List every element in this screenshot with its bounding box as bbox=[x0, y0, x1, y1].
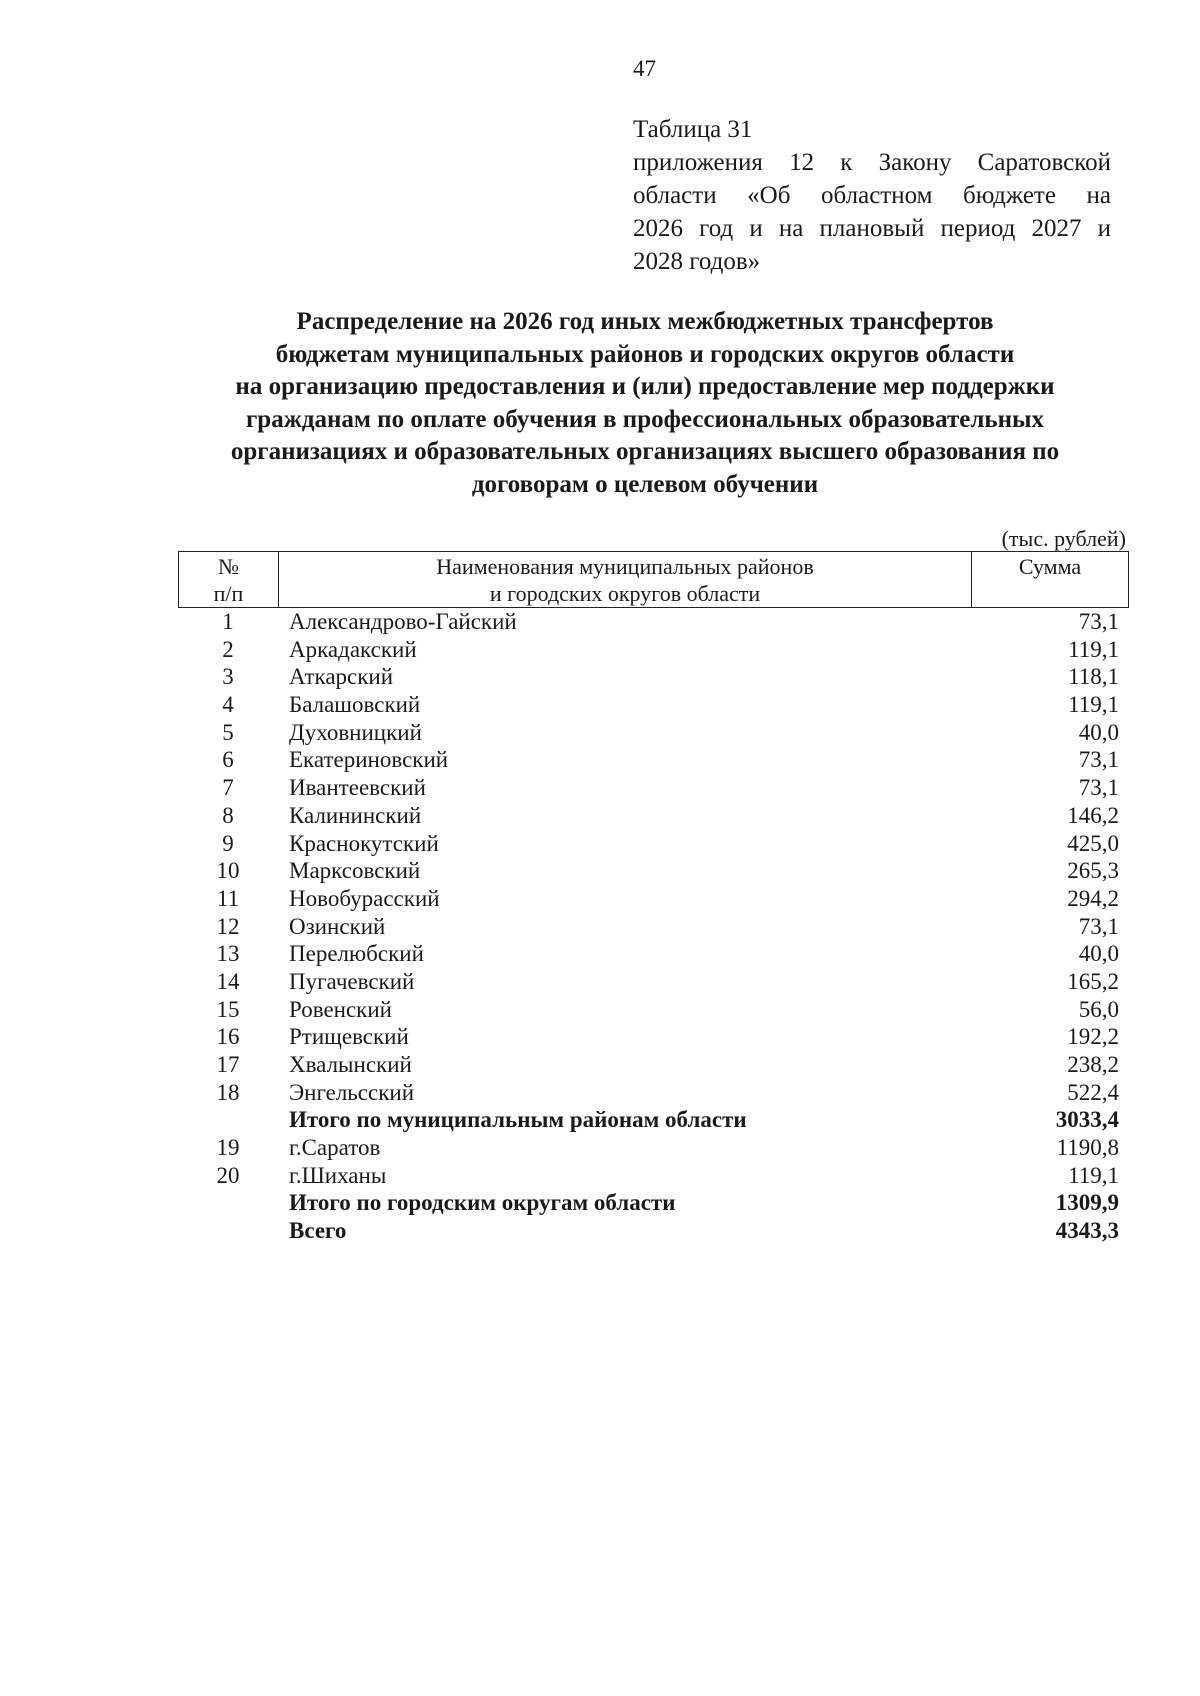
row-name: Марксовский bbox=[289, 858, 421, 884]
row-sum: 118,1 bbox=[1068, 664, 1119, 690]
header-number-line: № bbox=[218, 554, 239, 579]
table-row bbox=[178, 746, 1129, 774]
table-row bbox=[178, 774, 1129, 802]
row-sum: 73,1 bbox=[1078, 775, 1119, 801]
row-sum: 40,0 bbox=[1078, 719, 1119, 745]
table-row bbox=[178, 608, 1129, 636]
row-sum: 146,2 bbox=[1067, 802, 1119, 828]
row-name: Аткарский bbox=[289, 664, 394, 690]
title-line: организациях и образовательных организациях высшего образования по bbox=[230, 438, 1060, 465]
row-number: 18 bbox=[216, 1079, 240, 1105]
row-number: 5 bbox=[222, 719, 234, 745]
row-sum: 73,1 bbox=[1078, 609, 1119, 634]
header-number-line: п/п bbox=[213, 581, 244, 606]
row-name: Всего bbox=[289, 1218, 347, 1244]
row-number: 13 bbox=[216, 941, 240, 967]
row-name: г.Саратов bbox=[289, 1135, 381, 1161]
table-row bbox=[178, 1079, 1129, 1107]
row-number: 19 bbox=[216, 1135, 240, 1161]
row-name: Итого по городским округам области bbox=[289, 1190, 676, 1216]
header-sum-column bbox=[972, 552, 1128, 607]
appendix-line: области «Об областном бюджете на bbox=[633, 182, 1111, 209]
row-name: Александрово-Гайский bbox=[289, 609, 517, 634]
row-number: 12 bbox=[216, 913, 240, 939]
row-name: Новобурасский bbox=[289, 885, 440, 911]
row-number: 9 bbox=[222, 830, 234, 856]
row-name: Духовницкий bbox=[289, 719, 422, 745]
appendix-line: 2026 год и на плановый период 2027 и bbox=[633, 215, 1111, 242]
units-label: (тыс. рублей) bbox=[1001, 526, 1126, 551]
row-name: Калининский bbox=[289, 802, 422, 828]
row-sum: 165,2 bbox=[1067, 968, 1119, 994]
table-row bbox=[178, 719, 1129, 747]
row-sum: 119,1 bbox=[1068, 692, 1119, 718]
table-row bbox=[178, 940, 1129, 968]
row-sum: 119,1 bbox=[1068, 636, 1119, 662]
table-row bbox=[178, 968, 1129, 996]
row-name: Ртищевский bbox=[289, 1024, 409, 1050]
row-sum: 40,0 bbox=[1078, 941, 1119, 967]
row-number: 1 bbox=[222, 609, 234, 634]
row-number: 4 bbox=[222, 692, 234, 718]
table-row bbox=[178, 1162, 1129, 1190]
row-sum: 192,2 bbox=[1067, 1024, 1119, 1050]
table-row bbox=[178, 1134, 1129, 1162]
table-row bbox=[178, 691, 1129, 719]
row-sum: 265,3 bbox=[1067, 858, 1119, 884]
table-header bbox=[178, 551, 1129, 608]
table-row bbox=[178, 663, 1129, 691]
row-number: 16 bbox=[216, 1024, 240, 1050]
row-name: Итого по муниципальным районам области bbox=[289, 1107, 747, 1133]
row-name: Пугачевский bbox=[289, 968, 415, 994]
page-number: 47 bbox=[633, 56, 656, 81]
appendix-line: 2028 годов» bbox=[633, 248, 761, 275]
table-row bbox=[178, 802, 1129, 830]
row-sum: 1309,9 bbox=[1055, 1190, 1119, 1216]
row-sum: 294,2 bbox=[1067, 885, 1119, 911]
table-row bbox=[178, 1023, 1129, 1051]
row-number: 20 bbox=[216, 1162, 240, 1188]
row-name: Аркадакский bbox=[289, 636, 417, 662]
row-number: 6 bbox=[222, 747, 234, 773]
appendix-line: приложения 12 к Закону Саратовской bbox=[633, 149, 1111, 176]
row-name: г.Шиханы bbox=[289, 1162, 387, 1188]
table-row bbox=[178, 913, 1129, 941]
row-name: Перелюбский bbox=[289, 941, 424, 967]
row-number: 15 bbox=[216, 996, 240, 1022]
appendix-line: Таблица 31 bbox=[633, 116, 753, 143]
row-sum: 4343,3 bbox=[1055, 1218, 1119, 1244]
title-line: гражданам по оплате обучения в профессиональных образовательных bbox=[245, 405, 1045, 433]
row-number bbox=[178, 1217, 278, 1245]
row-sum: 1190,8 bbox=[1056, 1135, 1119, 1161]
header-name-line: Наименования муниципальных районов bbox=[436, 554, 814, 579]
title-line: на организацию предоставления и (или) предоставление мер поддержки bbox=[235, 373, 1055, 400]
table-row bbox=[178, 1051, 1129, 1079]
table-row bbox=[178, 857, 1129, 885]
row-name: Екатериновский bbox=[289, 747, 449, 773]
row-number: 17 bbox=[216, 1052, 240, 1077]
row-number: 7 bbox=[222, 775, 234, 801]
title-line: договорам о целевом обучении bbox=[471, 470, 819, 498]
row-name: Балашовский bbox=[289, 692, 421, 718]
table-body bbox=[178, 608, 1129, 1245]
row-sum: 73,1 bbox=[1078, 747, 1119, 773]
title-line: бюджетам муниципальных районов и городских округов области bbox=[275, 340, 1015, 368]
row-sum: 238,2 bbox=[1067, 1052, 1119, 1077]
header-name-column bbox=[279, 552, 972, 607]
row-name: Краснокутский bbox=[289, 830, 439, 856]
row-number: 14 bbox=[216, 968, 240, 994]
row-number bbox=[178, 1106, 278, 1134]
row-number: 10 bbox=[216, 858, 240, 884]
header-number-column bbox=[179, 552, 279, 607]
row-sum: 425,0 bbox=[1067, 830, 1119, 856]
row-number: 3 bbox=[222, 664, 234, 690]
row-number: 2 bbox=[222, 636, 234, 662]
table-row bbox=[178, 996, 1129, 1024]
header-sum-label: Сумма bbox=[1018, 554, 1082, 579]
row-name: Хвалынский bbox=[289, 1052, 412, 1077]
row-name: Ровенский bbox=[289, 996, 392, 1022]
header-name-line: и городских округов области bbox=[489, 581, 761, 606]
table-total-row bbox=[178, 1106, 1129, 1134]
table-row bbox=[178, 885, 1129, 913]
row-name: Озинский bbox=[289, 913, 386, 939]
table-row bbox=[178, 636, 1129, 664]
row-sum: 522,4 bbox=[1067, 1079, 1119, 1105]
row-sum: 56,0 bbox=[1078, 996, 1119, 1022]
row-name: Ивантеевский bbox=[289, 775, 426, 801]
table-total-row bbox=[178, 1217, 1129, 1245]
table-row bbox=[178, 830, 1129, 858]
row-sum: 73,1 bbox=[1078, 913, 1119, 939]
appendix-reference bbox=[633, 113, 1111, 278]
table-total-row bbox=[178, 1189, 1129, 1217]
row-number: 8 bbox=[222, 802, 234, 828]
document-title bbox=[150, 306, 1140, 501]
row-name: Энгельсский bbox=[289, 1079, 415, 1105]
title-line: Распределение на 2026 год иных межбюджетных трансфертов bbox=[296, 308, 994, 335]
row-number: 11 bbox=[216, 885, 240, 911]
row-sum: 119,1 bbox=[1068, 1162, 1119, 1188]
row-number bbox=[178, 1189, 278, 1217]
row-sum: 3033,4 bbox=[1055, 1107, 1119, 1133]
